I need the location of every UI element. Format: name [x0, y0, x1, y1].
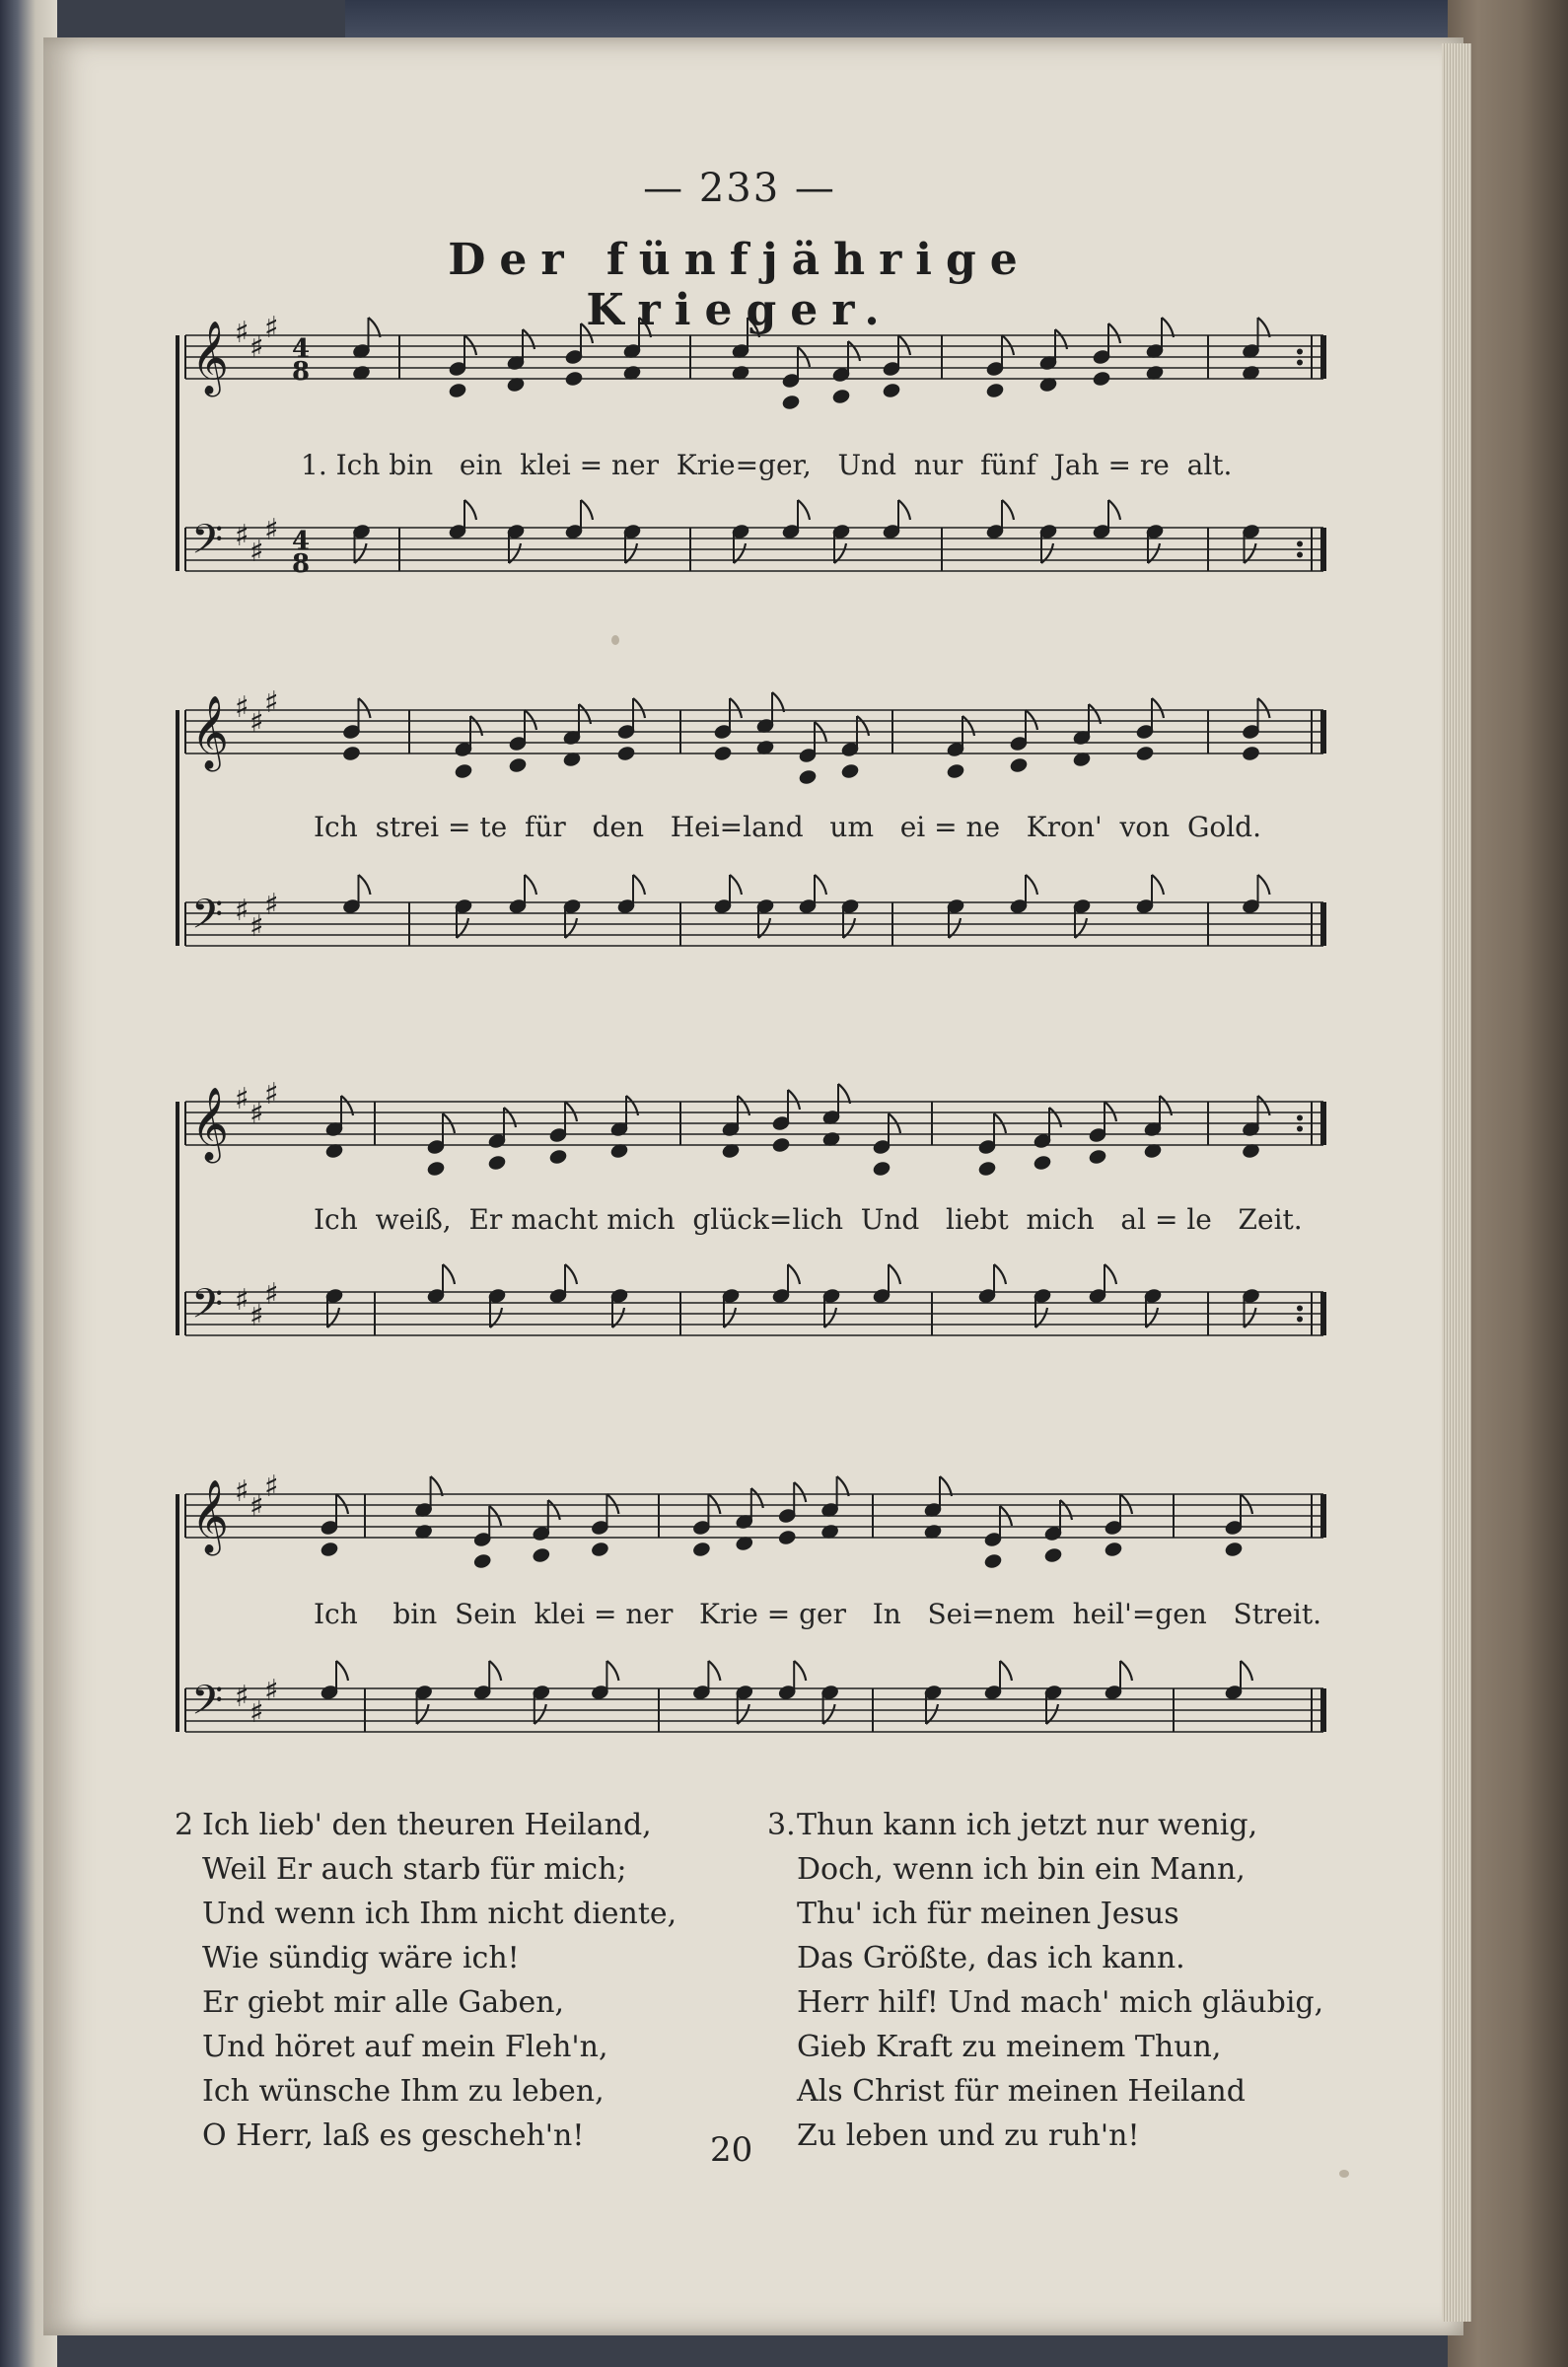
bass-clef: 𝄢	[191, 891, 224, 948]
treble-clef: 𝄞	[191, 1088, 229, 1161]
note-flag	[489, 1661, 501, 1681]
note-head	[1241, 745, 1260, 762]
note-head	[983, 1552, 1003, 1570]
note-flag	[962, 716, 974, 736]
time-signature-lower: 8	[292, 357, 311, 387]
note-flag	[794, 1482, 806, 1502]
key-sharp: ♯	[264, 888, 279, 922]
note-flag	[336, 1494, 348, 1514]
note-flag	[504, 1108, 516, 1127]
verse-number: 3.	[767, 1808, 796, 1842]
repeat-dot	[1297, 541, 1303, 547]
note-flag	[772, 692, 784, 712]
note-flag	[633, 875, 645, 895]
key-sharp: ♯	[249, 909, 264, 944]
note-flag	[815, 875, 826, 895]
key-sharp: ♯	[235, 894, 249, 928]
note-head	[472, 1552, 492, 1570]
note-flag	[730, 875, 742, 895]
note-head	[320, 1541, 339, 1558]
note-head	[616, 745, 636, 762]
repeat-dot	[1297, 1317, 1303, 1323]
note-flag	[898, 500, 910, 520]
key-sharp: ♯	[235, 1680, 249, 1714]
note-flag	[788, 1264, 800, 1284]
key-sharp: ♯	[235, 690, 249, 725]
key-sharp: ♯	[264, 311, 279, 345]
note-flag	[1120, 1661, 1132, 1681]
treble-clef: 𝄞	[191, 322, 229, 394]
lyrics-line-3: Ich weiß, Er macht mich glück=lich Und liebt mich al = le Zeit.	[314, 1203, 1303, 1236]
verse-line: Als Christ für meinen Heiland	[797, 2074, 1246, 2109]
note-head	[777, 1529, 797, 1546]
key-sharp: ♯	[264, 1470, 279, 1504]
note-flag	[1026, 710, 1037, 730]
verse-line: Und höret auf mein Fleh'n,	[202, 2030, 608, 2064]
note-flag	[1108, 323, 1120, 343]
bass-clef: 𝄢	[191, 1280, 224, 1337]
note-head	[946, 762, 965, 780]
key-sharp: ♯	[235, 1283, 249, 1318]
key-sharp: ♯	[264, 513, 279, 547]
note-flag	[1152, 875, 1164, 895]
key-sharp: ♯	[264, 685, 279, 720]
note-head	[882, 382, 901, 399]
note-flag	[1241, 1661, 1252, 1681]
note-flag	[1000, 1661, 1012, 1681]
note-flag	[1026, 875, 1037, 895]
note-flag	[1162, 318, 1174, 337]
note-flag	[994, 1264, 1006, 1284]
note-flag	[1060, 1500, 1072, 1520]
verse-2	[175, 1803, 677, 2158]
note-flag	[443, 1264, 455, 1284]
treble-clef: 𝄞	[191, 1480, 229, 1553]
treble-clef: 𝄞	[191, 696, 229, 769]
note-flag	[708, 1494, 720, 1514]
verse-number: 2	[175, 1808, 194, 1842]
key-sharp: ♯	[264, 1674, 279, 1708]
repeat-dot	[1297, 1306, 1303, 1312]
note-head	[1092, 370, 1111, 388]
note-flag	[606, 1494, 618, 1514]
lyrics-line-4: Ich bin Sein klei = ner Krie = ger In Sei=nem heil'=gen Streit.	[314, 1598, 1322, 1630]
note-head	[872, 1160, 891, 1178]
note-head	[1033, 1154, 1052, 1172]
note-flag	[359, 698, 371, 718]
verse-line: Thu' ich für meinen Jesus	[797, 1897, 1179, 1931]
note-flag	[1049, 1108, 1061, 1127]
note-head	[977, 1160, 997, 1178]
note-flag	[940, 1476, 952, 1496]
time-signature-upper: 4	[292, 334, 311, 364]
note-head	[564, 370, 584, 388]
note-flag	[1002, 500, 1014, 520]
note-flag	[708, 1661, 720, 1681]
note-head	[1104, 1541, 1123, 1558]
key-sharp: ♯	[249, 535, 264, 569]
note-flag	[525, 875, 536, 895]
lyrics-line-2: Ich strei = te für den Hei=land um ei = ne Kron' von Gold.	[314, 811, 1261, 843]
note-head	[798, 768, 818, 786]
repeat-dot	[1297, 1126, 1303, 1132]
verse-line: O Herr, laß es gescheh'n!	[202, 2118, 585, 2153]
note-head	[590, 1541, 609, 1558]
note-flag	[848, 341, 860, 361]
note-flag	[1152, 698, 1164, 718]
verse-line: Er giebt mir alle Gaben,	[202, 1985, 565, 2020]
key-sharp: ♯	[249, 705, 264, 740]
note-head	[771, 1136, 791, 1154]
note-head	[548, 1148, 568, 1166]
note-flag	[548, 1500, 560, 1520]
time-signature-lower: 8	[292, 549, 311, 579]
key-sharp: ♯	[264, 1277, 279, 1312]
repeat-dot	[1297, 360, 1303, 366]
song-title: Der fünfjährige Krieger.	[448, 235, 1032, 335]
lyrics-line-1: 1. Ich bin ein klei = ner Krie=ger, Und nur fünf Jah = re alt.	[301, 449, 1233, 481]
note-flag	[794, 1661, 806, 1681]
key-sharp: ♯	[235, 1474, 249, 1509]
note-flag	[857, 716, 869, 736]
note-head	[341, 745, 361, 762]
signature-mark: 20	[710, 2130, 753, 2170]
note-flag	[837, 1476, 849, 1496]
key-sharp: ♯	[249, 1489, 264, 1524]
note-flag	[788, 1090, 800, 1110]
note-flag	[1258, 318, 1270, 337]
bass-clef: 𝄢	[191, 516, 224, 573]
verse-line: Thun kann ich jetzt nur wenig,	[797, 1808, 1258, 1842]
note-head	[1088, 1148, 1107, 1166]
verse-line: Doch, wenn ich bin ein Mann,	[797, 1852, 1246, 1887]
repeat-dot	[1297, 552, 1303, 558]
repeat-dot	[1297, 1115, 1303, 1121]
note-head	[1224, 1541, 1244, 1558]
note-flag	[838, 1084, 850, 1104]
note-head	[532, 1546, 551, 1564]
key-sharp: ♯	[249, 330, 264, 365]
note-head	[781, 394, 801, 411]
note-flag	[1258, 698, 1270, 718]
note-flag	[730, 698, 742, 718]
note-flag	[633, 698, 645, 718]
note-flag	[565, 1102, 577, 1121]
note-flag	[359, 875, 371, 895]
note-flag	[581, 500, 593, 520]
verse-line: Gieb Kraft zu meinem Thun,	[797, 2030, 1222, 2064]
key-sharp: ♯	[235, 1082, 249, 1116]
note-flag	[748, 318, 759, 337]
verse-line: Zu leben und zu ruh'n!	[797, 2118, 1140, 2153]
note-head	[426, 1160, 446, 1178]
note-flag	[1120, 1494, 1132, 1514]
note-flag	[1105, 1264, 1116, 1284]
key-sharp: ♯	[249, 1097, 264, 1131]
note-flag	[470, 716, 482, 736]
note-head	[1009, 756, 1029, 774]
note-head	[985, 382, 1005, 399]
note-head	[713, 745, 733, 762]
note-flag	[336, 1661, 348, 1681]
page-number: — 233 —	[643, 166, 836, 211]
note-flag	[464, 335, 476, 355]
note-head	[508, 756, 528, 774]
note-flag	[431, 1476, 443, 1496]
verse-line: Ich lieb' den theuren Heiland,	[202, 1808, 652, 1842]
note-flag	[798, 500, 810, 520]
bass-clef: 𝄢	[191, 1677, 224, 1734]
note-flag	[1108, 500, 1120, 520]
verse-line: Das Größte, das ich kann.	[797, 1941, 1185, 1975]
note-head	[831, 388, 851, 405]
verse-line: Weil Er auch starb für mich;	[202, 1852, 627, 1887]
verse-3	[767, 1803, 1324, 2158]
verse-line: Und wenn ich Ihm nicht diente,	[202, 1897, 677, 1931]
note-flag	[889, 1264, 900, 1284]
key-sharp: ♯	[235, 519, 249, 553]
key-sharp: ♯	[249, 1695, 264, 1730]
note-flag	[1105, 1102, 1116, 1121]
verse-line: Ich wünsche Ihm zu leben,	[202, 2074, 605, 2109]
note-head	[1135, 745, 1155, 762]
note-flag	[1241, 1494, 1252, 1514]
note-head	[487, 1154, 507, 1172]
note-head	[448, 382, 467, 399]
verse-line: Herr hilf! Und mach' mich gläubig,	[797, 1985, 1324, 2020]
note-flag	[1258, 875, 1270, 895]
note-flag	[565, 1264, 577, 1284]
note-flag	[369, 318, 381, 337]
note-flag	[606, 1661, 618, 1681]
key-sharp: ♯	[249, 1299, 264, 1333]
note-flag	[898, 335, 910, 355]
verse-line: Wie sündig wäre ich!	[202, 1941, 520, 1975]
note-flag	[1002, 335, 1014, 355]
repeat-dot	[1297, 349, 1303, 355]
note-head	[454, 762, 473, 780]
time-signature-upper: 4	[292, 527, 311, 556]
key-sharp: ♯	[264, 1077, 279, 1112]
key-sharp: ♯	[235, 316, 249, 350]
note-head	[691, 1541, 711, 1558]
note-head	[840, 762, 860, 780]
note-flag	[525, 710, 536, 730]
note-head	[1043, 1546, 1063, 1564]
note-flag	[639, 318, 651, 337]
note-flag	[464, 500, 476, 520]
note-flag	[581, 323, 593, 343]
